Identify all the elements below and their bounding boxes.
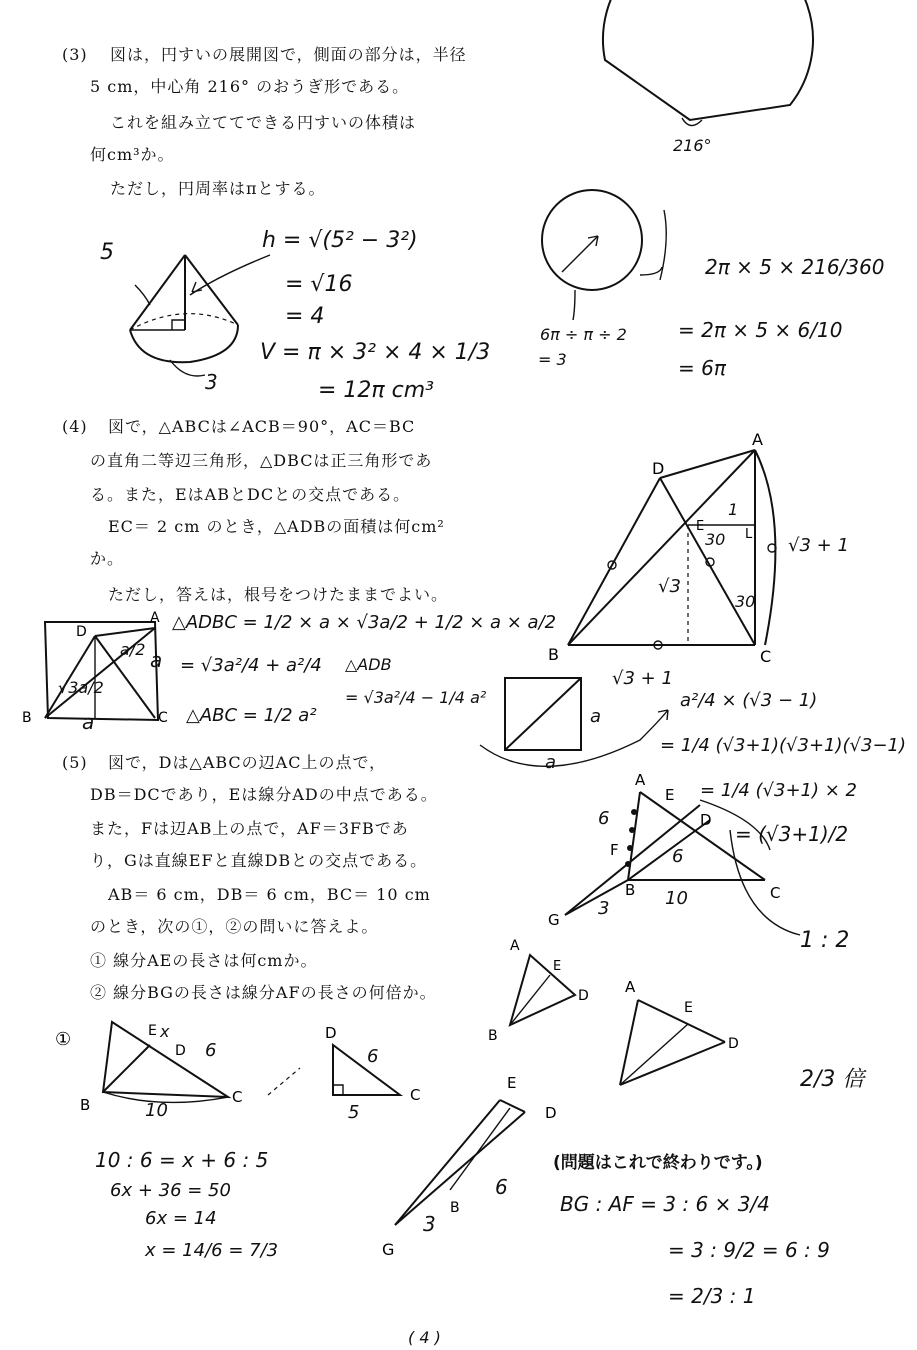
volume-formula: V = π × 3² × 4 × 1/3 xyxy=(260,340,491,365)
small-side-a: a xyxy=(150,648,163,672)
triangle-problem5-figure xyxy=(548,771,800,935)
fig2-six: 6 xyxy=(367,1046,379,1067)
adb-area: = √3a²/4 − 1/4 a² xyxy=(345,688,487,707)
problem5-number: (5) xyxy=(62,753,88,772)
aed-label-d: D xyxy=(728,1036,739,1052)
angle-30-label-2: 30 xyxy=(735,592,756,611)
problem5-line2: DB＝DCであり，Eは線分ADの中点である。 xyxy=(90,785,438,804)
fig2-label-d: D xyxy=(325,1024,337,1042)
abd-label-b: B xyxy=(488,1028,498,1044)
abd-label-e: E xyxy=(553,959,562,974)
problem4-line5: か。 xyxy=(90,549,125,568)
problem4-line3: る。また，EはABとDCとの交点である。 xyxy=(90,485,411,504)
p5-label-e: E xyxy=(665,786,675,804)
small-label-c: C xyxy=(158,710,168,726)
arc-length-step3: = 6π xyxy=(678,356,726,380)
fig2-label-c: C xyxy=(410,1086,421,1104)
volume-answer: = 12π cm³ xyxy=(318,378,435,403)
ratio-answer: 1 : 2 xyxy=(800,928,850,953)
cone-figure xyxy=(130,255,270,376)
p5-label-g: G xyxy=(548,911,560,929)
problem3-line5: ただし，円周率はπとする。 xyxy=(110,179,326,198)
cone-radius-label: 3 xyxy=(205,370,218,394)
problem4-number: (4) xyxy=(62,417,88,436)
aed-label-a: A xyxy=(625,978,636,996)
fig1-label-d: D xyxy=(175,1043,186,1059)
equation-step3: 6x = 14 xyxy=(145,1208,217,1229)
large-label-g: G xyxy=(382,1240,395,1259)
square-side-right: a xyxy=(590,706,602,727)
bd-six-label: 6 xyxy=(672,846,684,867)
label-a: A xyxy=(752,430,763,449)
times-answer: 2/3 倍 xyxy=(800,1067,865,1092)
arc-length-step2: = 2π × 5 × 6/10 xyxy=(678,318,843,342)
base-radius-calc: 6π ÷ π ÷ 2 xyxy=(540,325,627,344)
fig1-label-c: C xyxy=(232,1088,243,1106)
sector-figure xyxy=(542,0,813,320)
height-formula: h = √(5² − 3²) xyxy=(262,228,418,253)
result-step2: = 1/4 (√3+1)(√3+1)(√3−1) xyxy=(660,735,906,756)
adbc-area-formula: △ADBC = 1/2 × a × √3a/2 + 1/2 × a × a/2 xyxy=(172,612,557,633)
adbc-area-sum: = √3a²/4 + a²/4 xyxy=(180,655,322,676)
large-thin-triangle xyxy=(382,1074,557,1259)
bc-ten-label: 10 xyxy=(665,888,688,909)
figure2-triangle xyxy=(268,1024,420,1104)
problem3-number: (3) xyxy=(62,45,88,64)
abc-area: △ABC = 1/2 a² xyxy=(186,705,317,726)
triangle-abc-figure xyxy=(548,430,776,666)
fig1-circle1: ① xyxy=(55,1029,72,1050)
fig2-five: 5 xyxy=(348,1102,360,1123)
end-note: (問題はこれで終わりです。) xyxy=(553,1153,763,1173)
ab-six-label: 6 xyxy=(598,808,610,829)
problem5-line5: AB＝ 6 cm，DB＝ 6 cm，BC＝ 10 cm xyxy=(108,885,431,904)
abd-label-a: A xyxy=(510,938,520,954)
result-step3: = 1/4 (√3+1) × 2 xyxy=(700,780,857,801)
fig1-x: x xyxy=(160,1022,170,1041)
adb-label: △ADB xyxy=(345,655,392,674)
angle-30-label-1: 30 xyxy=(705,530,726,549)
problem3-line4: 何cm³か。 xyxy=(90,145,175,164)
small-abd-figure xyxy=(488,938,589,1044)
result-final: = (√3+1)/2 xyxy=(735,822,849,846)
p5-label-f: F xyxy=(610,841,619,859)
figure1-triangle xyxy=(55,1022,242,1114)
problem5-question2: ② 線分BGの長さは線分AFの長さの何倍か。 xyxy=(90,983,437,1002)
p5-label-d: D xyxy=(700,811,712,829)
problem3-line3: これを組み立ててできる円すいの体積は xyxy=(110,113,417,132)
small-aed-figure xyxy=(620,978,739,1085)
fig1-label-b: B xyxy=(80,1096,91,1114)
bg-af-ratio-1: BG : AF = 3 : 6 × 3/4 xyxy=(560,1192,770,1216)
problem5-line6: のとき，次の①，②の問いに答えよ。 xyxy=(90,917,379,936)
large-label-b: B xyxy=(450,1200,460,1216)
small-label-b: B xyxy=(22,710,32,726)
square-side-bottom: a xyxy=(545,752,557,773)
small-label-d: D xyxy=(76,624,87,640)
label-e: E xyxy=(696,519,705,534)
aed-label-e: E xyxy=(684,1000,693,1016)
fig1-label-e: E xyxy=(148,1023,157,1039)
problem4-line1: 図で，△ABCは∠ACB＝90°，AC＝BC xyxy=(108,417,416,436)
large-label-e: E xyxy=(507,1074,517,1092)
label-l: L xyxy=(745,527,753,542)
equation-step2: 6x + 36 = 50 xyxy=(110,1180,231,1201)
slant-length-label: 5 xyxy=(100,240,114,265)
problem5-question1: ① 線分AEの長さは何cmか。 xyxy=(90,951,318,970)
equation-step1: 10 : 6 = x + 6 : 5 xyxy=(95,1148,269,1172)
page-number: ( 4 ) xyxy=(408,1328,441,1347)
fig1-ten: 10 xyxy=(145,1100,168,1121)
large-label-d: D xyxy=(545,1104,557,1122)
small-height-label: √3a/2 xyxy=(58,678,104,697)
result-step1: a²/4 × (√3 − 1) xyxy=(680,690,818,711)
small-rectangle-figure xyxy=(22,610,168,726)
small-a-half: a/2 xyxy=(120,640,146,659)
height-step2: = √16 xyxy=(285,272,353,297)
label-d: D xyxy=(652,459,665,478)
fig-large-three: 3 xyxy=(423,1212,436,1236)
problem3-line2: 5 cm，中心角 216° のおうぎ形である。 xyxy=(90,77,410,96)
fig-large-six: 6 xyxy=(495,1175,508,1199)
problem4-line6: ただし，答えは，根号をつけたままでよい。 xyxy=(108,585,449,604)
side-ac-label: √3 + 1 xyxy=(788,535,849,556)
small-base-a: a xyxy=(82,710,95,734)
height-step3: = 4 xyxy=(285,304,325,329)
p5-label-b: B xyxy=(625,881,636,899)
p5-label-a: A xyxy=(635,771,646,789)
problem5-line1: 図で，Dは△ABCの辺AC上の点で， xyxy=(108,753,387,772)
equation-step4: x = 14/6 = 7/3 xyxy=(145,1240,279,1261)
sector-angle-label: 216° xyxy=(673,136,712,155)
problem4-line2: の直角二等辺三角形，△DBCは正三角形であ xyxy=(90,451,433,470)
height-sqrt3-label: √3 xyxy=(658,576,681,597)
fig1-six: 6 xyxy=(205,1040,217,1061)
small-label-a: A xyxy=(150,610,160,626)
bg-af-ratio-2: = 3 : 9/2 = 6 : 9 xyxy=(668,1238,830,1262)
arc-length-formula: 2π × 5 × 216/360 xyxy=(705,255,885,279)
problem5-line3: また，Fは辺AB上の点で，AF＝3FBであ xyxy=(90,819,409,838)
bg-af-ratio-3: = 2/3 : 1 xyxy=(668,1284,756,1308)
label-b: B xyxy=(548,645,559,664)
gb-three-label: 3 xyxy=(598,898,610,919)
problem3-line1: 図は，円すいの展開図で，側面の部分は，半径 xyxy=(110,45,467,64)
side-bc-label: √3 + 1 xyxy=(612,668,673,689)
problem5-line4: り，Gは直線EFと直線DBとの交点である。 xyxy=(90,851,428,870)
label-c: C xyxy=(760,647,772,666)
problem4-line4: EC＝ 2 cm のとき，△ADBの面積は何cm² xyxy=(108,517,445,536)
p5-label-c: C xyxy=(770,884,781,902)
segment-one-label: 1 xyxy=(728,500,739,519)
base-radius-result: = 3 xyxy=(538,350,567,369)
abd-label-d: D xyxy=(578,988,589,1004)
